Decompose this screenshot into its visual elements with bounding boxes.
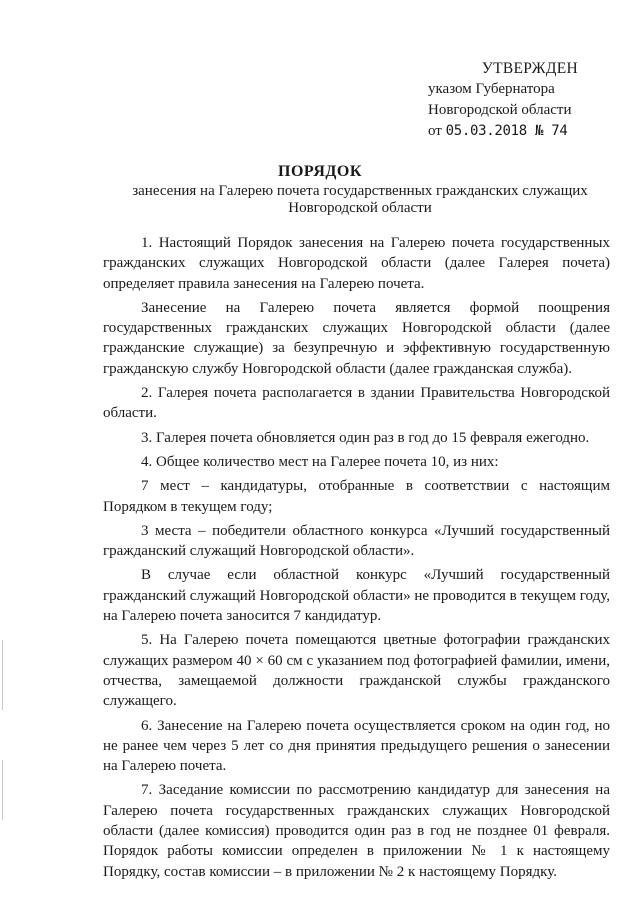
approval-line-2: Новгородской области (428, 102, 572, 118)
approval-heading: УТВЕРЖДЕН (481, 60, 578, 77)
paragraph-10: 6. Занесение на Галерею почета осуществляется сроком на один год, но не ранее чем через 5 лет со дня принятия предыдущего решения о занесении на Галерею почета. (103, 717, 610, 775)
approval-line-1: указом Губернатора (428, 81, 555, 97)
paragraph-5: 4. Общее количество мест на Галерее почета 10, из них: (141, 453, 499, 470)
paragraph-3: 2. Галерея почета располагается в здании Правительства Новгородской области. (103, 385, 610, 422)
paragraph-6: 7 мест – кандидатуры, отобранные в соответствии с настоящим Порядком в текущем году; (103, 478, 610, 515)
paragraph-2: Занесение на Галерею почета является формой поощрения государственных гражданских служащих Новгородской области (далее гражданские служащие) за безупречную и эффективную государственную гражданскую службу Новгородской области (далее гражданская служба). (103, 299, 610, 377)
paragraph-4: 3. Галерея почета обновляется один раз в год до 15 февраля ежегодно. (141, 429, 590, 446)
approval-prefix: от (428, 123, 442, 139)
document-title: ПОРЯДОК (278, 163, 362, 180)
document-subtitle: занесения на Галерею почета государственных гражданских служащих Новгородской области (132, 183, 588, 216)
paragraph-11: 7. Заседание комиссии по рассмотрению кандидатур для занесения на Галерею почета государственных гражданских служащих Новгородской области (далее комиссия) проводится один раз в год не позднее 01 февраля. Порядок работы комиссии определен в приложении № 1 к настоящему Порядку, состав комиссии – в приложении № 2 к настоящему Порядку. (103, 782, 610, 880)
paragraph-1: 1. Настоящий Порядок занесения на Галерею почета государственных гражданских служащих Новгородской области (далее Галерея почета) определяет правила занесения на Галерею почета. (103, 235, 610, 292)
document-body (103, 233, 610, 882)
approval-stamp-block (428, 58, 618, 142)
paragraph-9: 5. На Галерею почета помещаются цветные фотографии гражданских служащих размером 40 × 60 см с указанием под фотографией фамилии, имени, отчества, замещаемой должности гражданской службы гражданского служащего. (103, 632, 610, 710)
scan-margin-line (2, 760, 3, 820)
approval-date-line (428, 121, 618, 142)
paragraph-8: В случае если областной конкурс «Лучший государственный гражданский служащий Новгородской области» не проводится в текущем году, на Галерею почета заносится 7 кандидатур. (103, 567, 610, 625)
approval-date-number: 05.03.2018 № 74 (445, 123, 568, 139)
paragraph-7: 3 места – победители областного конкурса «Лучший государственный гражданский служащий Новгородской области». (103, 522, 610, 560)
scan-margin-line (2, 640, 3, 710)
